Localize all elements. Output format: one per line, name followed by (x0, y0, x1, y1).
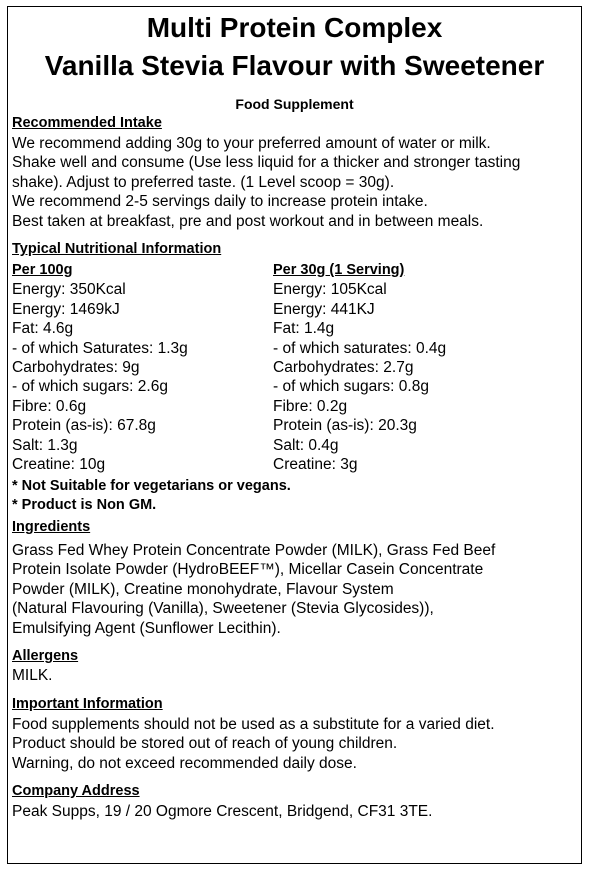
nutrition-row: Creatine: 3g (273, 456, 358, 474)
vegetarian-note: * Not Suitable for vegetarians or vegans. (12, 478, 291, 494)
product-title: Multi Protein Complex (146, 12, 443, 43)
nutrition-heading: Typical Nutritional Information (12, 241, 222, 257)
nutrition-row: Salt: 1.3g (12, 436, 78, 454)
nutrition-row: - of which Saturates: 1.3g (12, 339, 188, 357)
nutrition-row: Energy: 1469kJ (12, 300, 120, 318)
important-line: Warning, do not exceed recommended daily dose. (12, 754, 357, 772)
nutrition-row: Salt: 0.4g (273, 436, 339, 454)
nutrition-row: Energy: 350Kcal (12, 281, 126, 299)
nutrition-row: Energy: 105Kcal (273, 281, 387, 299)
recommended-intake-text (12, 134, 520, 231)
per-100g-heading: Per 100g (12, 262, 73, 278)
per-serving-heading: Per 30g (1 Serving) (273, 262, 405, 278)
product-category: Food Supplement (235, 96, 354, 112)
nutrition-per-100g-column (12, 261, 188, 474)
nutrition-row: Creatine: 10g (12, 456, 106, 474)
nutrition-row: Energy: 441KJ (273, 300, 375, 318)
ingredients-line: Powder (MILK), Creatine monohydrate, Flavour System (12, 580, 394, 598)
recommended-intake-heading: Recommended Intake (12, 115, 162, 131)
nutrition-row: - of which saturates: 0.4g (273, 339, 447, 357)
nutrition-row: Carbohydrates: 2.7g (273, 359, 414, 377)
allergens-heading: Allergens (12, 648, 79, 664)
nutrition-row: Fibre: 0.6g (12, 397, 87, 415)
recommended-line: Shake well and consume (Use less liquid for a thicker and stronger tasting (12, 154, 521, 172)
ingredients-text (12, 541, 495, 638)
company-address-text: Peak Supps, 19 / 20 Ogmore Crescent, Bridgend, CF31 3TE. (12, 803, 433, 820)
ingredients-line: Grass Fed Whey Protein Concentrate Powder (MILK), Grass Fed Beef (12, 542, 496, 559)
recommended-line: Best taken at breakfast, pre and post workout and in between meals. (12, 212, 484, 230)
nutrition-row: - of which sugars: 2.6g (12, 378, 168, 396)
non-gm-note: * Product is Non GM. (12, 497, 157, 513)
nutrition-row: Fat: 1.4g (273, 320, 335, 338)
important-line: Food supplements should not be used as a substitute for a varied diet. (12, 716, 495, 733)
recommended-line: We recommend adding 30g to your preferred amount of water or milk. (12, 135, 491, 152)
important-info-heading: Important Information (12, 696, 163, 712)
nutrition-row: Protein (as-is): 20.3g (273, 417, 417, 435)
nutrition-row: Fat: 4.6g (12, 320, 74, 338)
nutrition-row: - of which sugars: 0.8g (273, 378, 429, 396)
important-info-text (12, 715, 495, 773)
product-flavour-title: Vanilla Stevia Flavour with Sweetener (44, 50, 545, 81)
ingredients-line: Emulsifying Agent (Sunflower Lecithin). (12, 619, 281, 637)
important-line: Product should be stored out of reach of young children. (12, 735, 398, 753)
recommended-line: We recommend 2-5 servings daily to increase protein intake. (12, 193, 428, 211)
company-address-heading: Company Address (12, 783, 140, 799)
ingredients-line: (Natural Flavouring (Vanilla), Sweetener (Stevia Glycosides)), (12, 600, 434, 618)
allergens-text: MILK. (12, 667, 53, 684)
ingredients-heading: Ingredients (12, 519, 91, 535)
nutrition-row: Carbohydrates: 9g (12, 359, 140, 377)
ingredients-line: Protein Isolate Powder (HydroBEEF™), Micellar Casein Concentrate (12, 561, 484, 579)
nutrition-row: Protein (as-is): 67.8g (12, 417, 156, 435)
recommended-line: shake). Adjust to preferred taste. (1 Level scoop = 30g). (12, 173, 395, 191)
nutrition-per-serving-column (273, 261, 446, 474)
nutrition-row: Fibre: 0.2g (273, 397, 348, 415)
